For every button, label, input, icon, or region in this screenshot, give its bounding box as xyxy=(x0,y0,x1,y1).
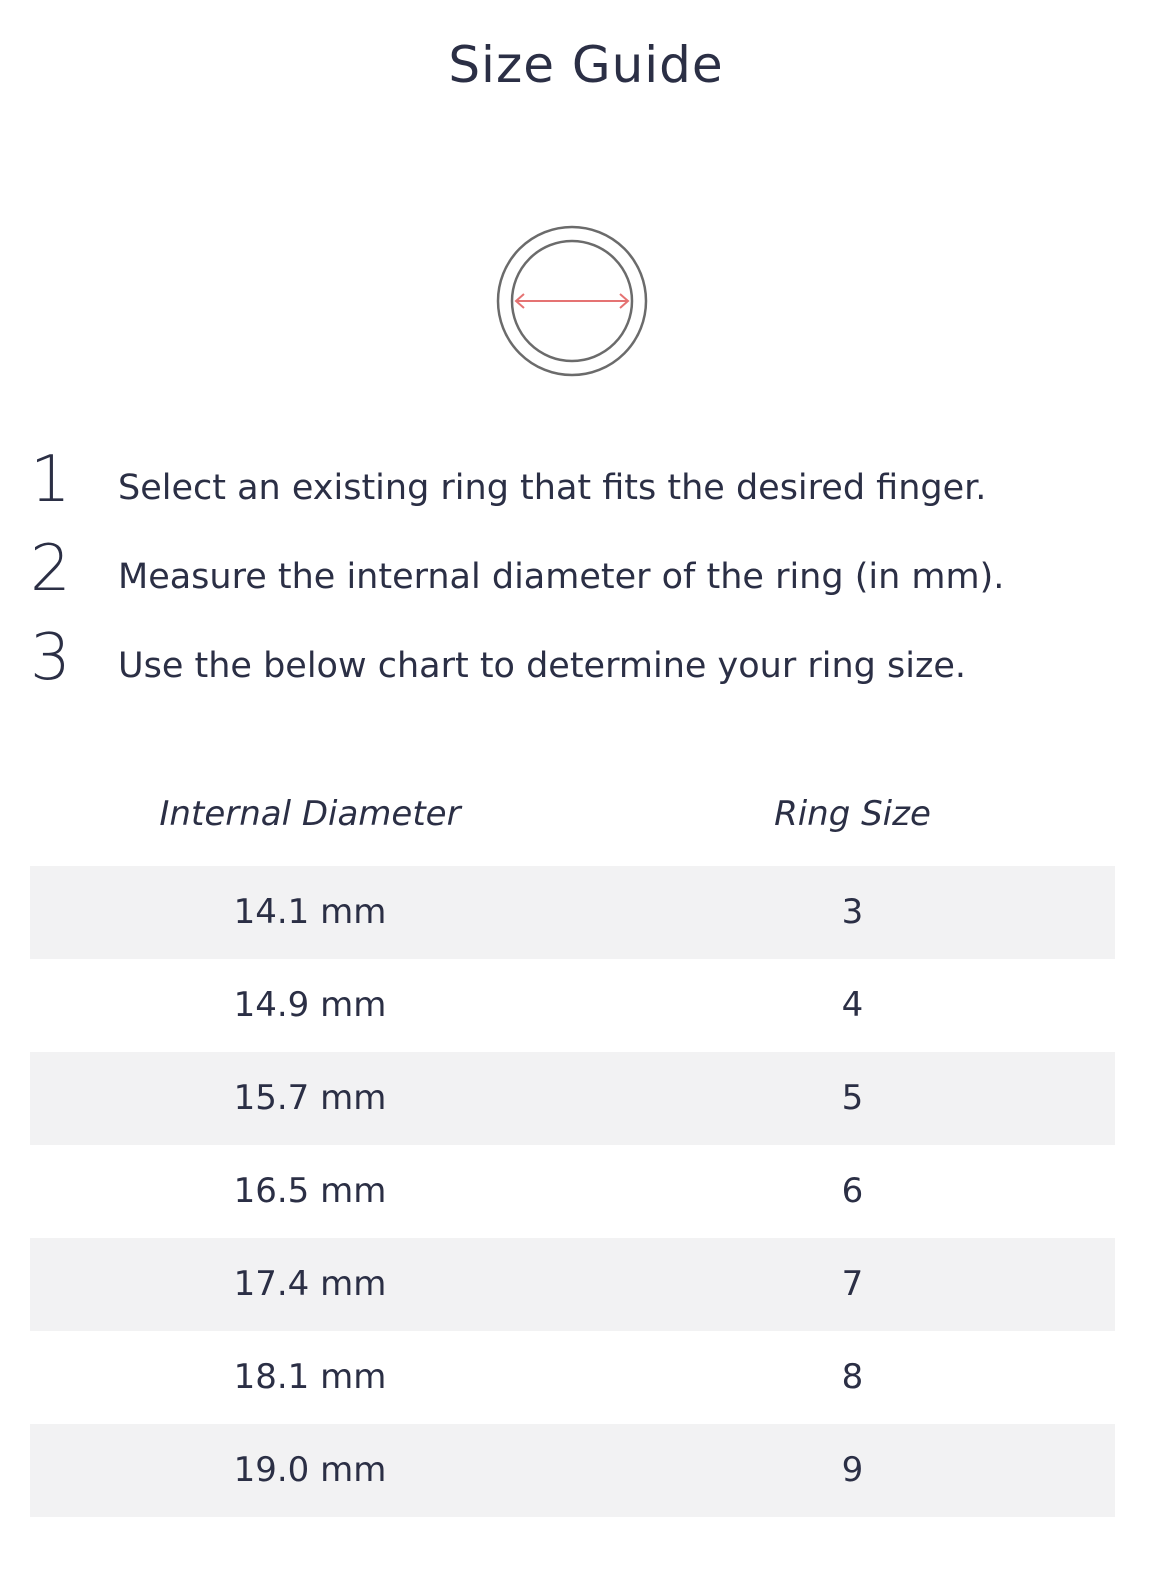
ring-diameter-icon xyxy=(496,225,648,377)
diameter-cell: 14.9 mm xyxy=(233,985,387,1025)
diameter-cell: 17.4 mm xyxy=(233,1264,387,1304)
header-ring-size: Ring Size xyxy=(774,794,931,834)
size-cell: 5 xyxy=(841,1078,864,1118)
table-row xyxy=(30,1238,1115,1331)
diameter-cell: 14.1 mm xyxy=(233,892,387,932)
size-cell: 4 xyxy=(841,985,864,1025)
size-cell: 9 xyxy=(841,1450,864,1490)
step-number: 3 xyxy=(30,621,71,695)
diameter-cell: 19.0 mm xyxy=(233,1450,387,1490)
step-3 xyxy=(30,618,1130,707)
table-row xyxy=(30,866,1115,959)
step-2 xyxy=(30,529,1130,618)
size-chart-table xyxy=(30,774,1115,1517)
step-text: Measure the internal diameter of the ring (in mm). xyxy=(118,557,1005,597)
step-text: Use the below chart to determine your ring size. xyxy=(118,646,966,686)
step-text: Select an existing ring that fits the desired finger. xyxy=(118,468,987,508)
table-row xyxy=(30,1145,1115,1238)
size-cell: 3 xyxy=(841,892,864,932)
size-cell: 7 xyxy=(841,1264,864,1304)
diameter-cell: 18.1 mm xyxy=(233,1357,387,1397)
table-header xyxy=(30,774,1115,866)
header-internal-diameter: Internal Diameter xyxy=(159,794,461,834)
step-number: 1 xyxy=(30,443,71,517)
step-1 xyxy=(30,440,1130,529)
instruction-steps xyxy=(30,440,1130,707)
table-row xyxy=(30,1424,1115,1517)
size-cell: 8 xyxy=(841,1357,864,1397)
table-row xyxy=(30,1052,1115,1145)
step-number: 2 xyxy=(30,532,71,606)
page-title: Size Guide xyxy=(448,36,724,94)
diameter-cell: 16.5 mm xyxy=(233,1171,387,1211)
size-cell: 6 xyxy=(841,1171,864,1211)
table-row xyxy=(30,1331,1115,1424)
diameter-cell: 15.7 mm xyxy=(233,1078,387,1118)
table-row xyxy=(30,959,1115,1052)
